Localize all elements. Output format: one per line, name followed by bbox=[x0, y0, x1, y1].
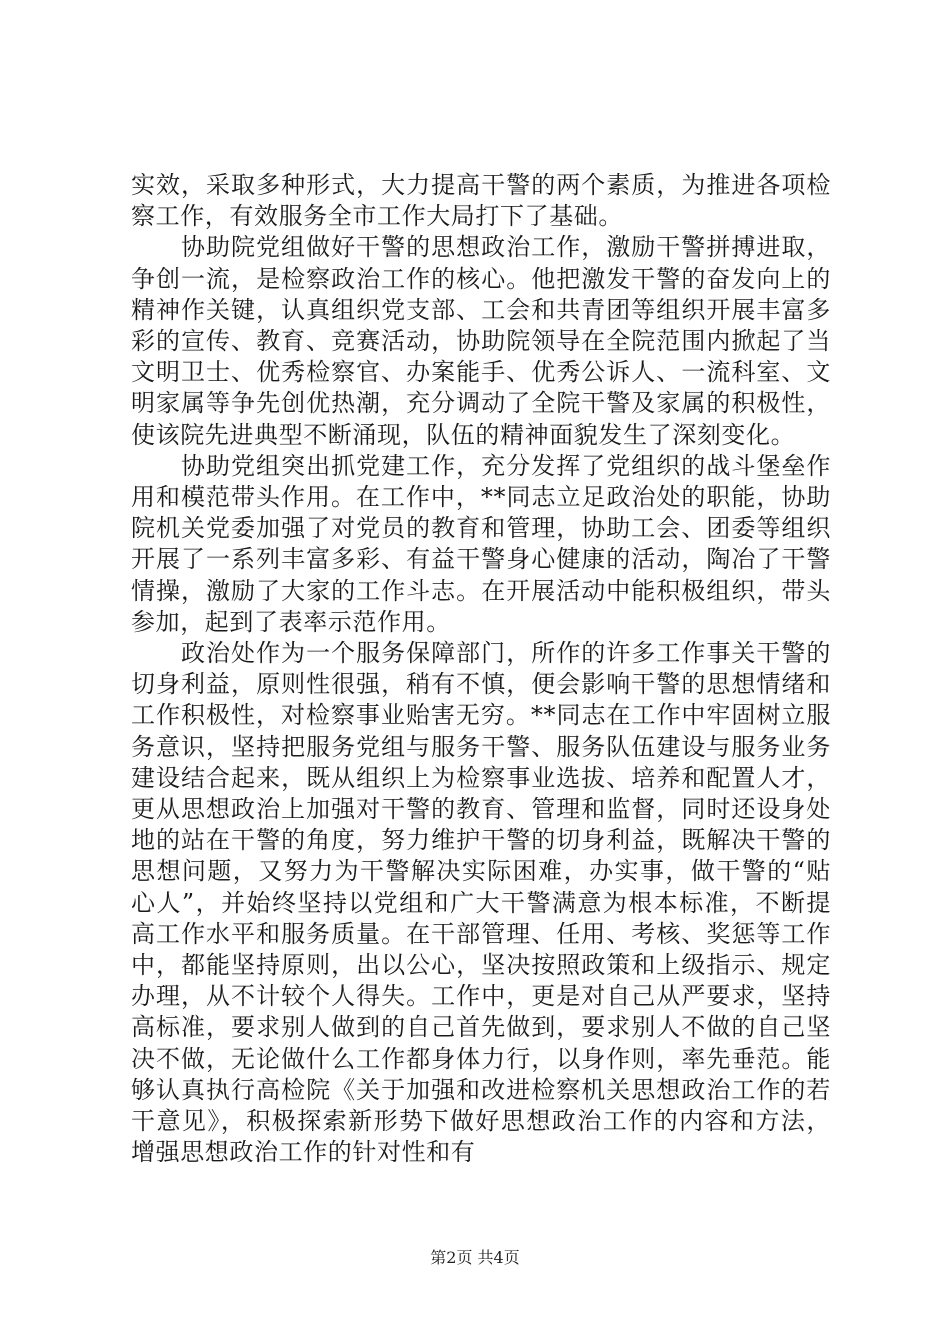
paragraph-3: 协助党组突出抓党建工作，充分发挥了党组织的战斗堡垒作用和模范带头作用。在工作中，**同志立足政治处的职能，协助院机关党委加强了对党员的教育和管理，协助工会、团委等组织开展了一系列丰富多彩、有益干警身心健康的活动，陶冶了干警情操，激励了大家的工作斗志。在开展活动中能积极组织，带头参加，起到了表率示范作用。 bbox=[131, 451, 831, 636]
page-footer bbox=[0, 1248, 950, 1268]
page-number-label: 第2页 共4页 bbox=[430, 1248, 520, 1267]
paragraph-4: 政治处作为一个服务保障部门，所作的许多工作事关干警的切身利益，原则性很强，稍有不慎，便会影响干警的思想情绪和工作积极性，对检察事业贻害无穷。**同志在工作中牢固树立服务意识，坚持把服务党组与服务干警、服务队伍建设与服务业务建设结合起来，既从组织上为检察事业选拔、培养和配置人才，更从思想政治上加强对干警的教育、管理和监督，同时还设身处地的站在干警的角度，努力维护干警的切身利益，既解决干警的思想问题，又努力为干警解决实际困难，办实事，做干警的“贴心人”，并始终坚持以党组和广大干警满意为根本标准，不断提高工作水平和服务质量。在干部管理、任用、考核、奖惩等工作中，都能坚持原则，出以公心，坚决按照政策和上级指示、规定办理，从不计较个人得失。工作中，更是对自己从严要求，坚持高标准，要求别人做到的自己首先做到，要求别人不做的自己坚决不做，无论做什么工作都身体力行，以身作则，率先垂范。能够认真执行高检院《关于加强和改进检察机关思想政治工作的若干意见》，积极探索新形势下做好思想政治工作的内容和方法，增强思想政治工作的针对性和有 bbox=[131, 639, 831, 1167]
paragraph-1: 实效，采取多种形式，大力提高干警的两个素质，为推进各项检察工作，有效服务全市工作大局打下了基础。 bbox=[131, 171, 831, 231]
document-body bbox=[131, 170, 831, 1169]
paragraph-2: 协助院党组做好干警的思想政治工作，激励干警拼搏进取，争创一流，是检察政治工作的核心。他把激发干警的奋发向上的精神作关键，认真组织党支部、工会和共青团等组织开展丰富多彩的宣传、教育、竞赛活动，协助院领导在全院范围内掀起了当文明卫士、优秀检察官、办案能手、优秀公诉人、一流科室、文明家属等争先创优热潮，充分调动了全院干警及家属的积极性，使该院先进典型不断涌现，队伍的精神面貌发生了深刻变化。 bbox=[131, 233, 831, 449]
